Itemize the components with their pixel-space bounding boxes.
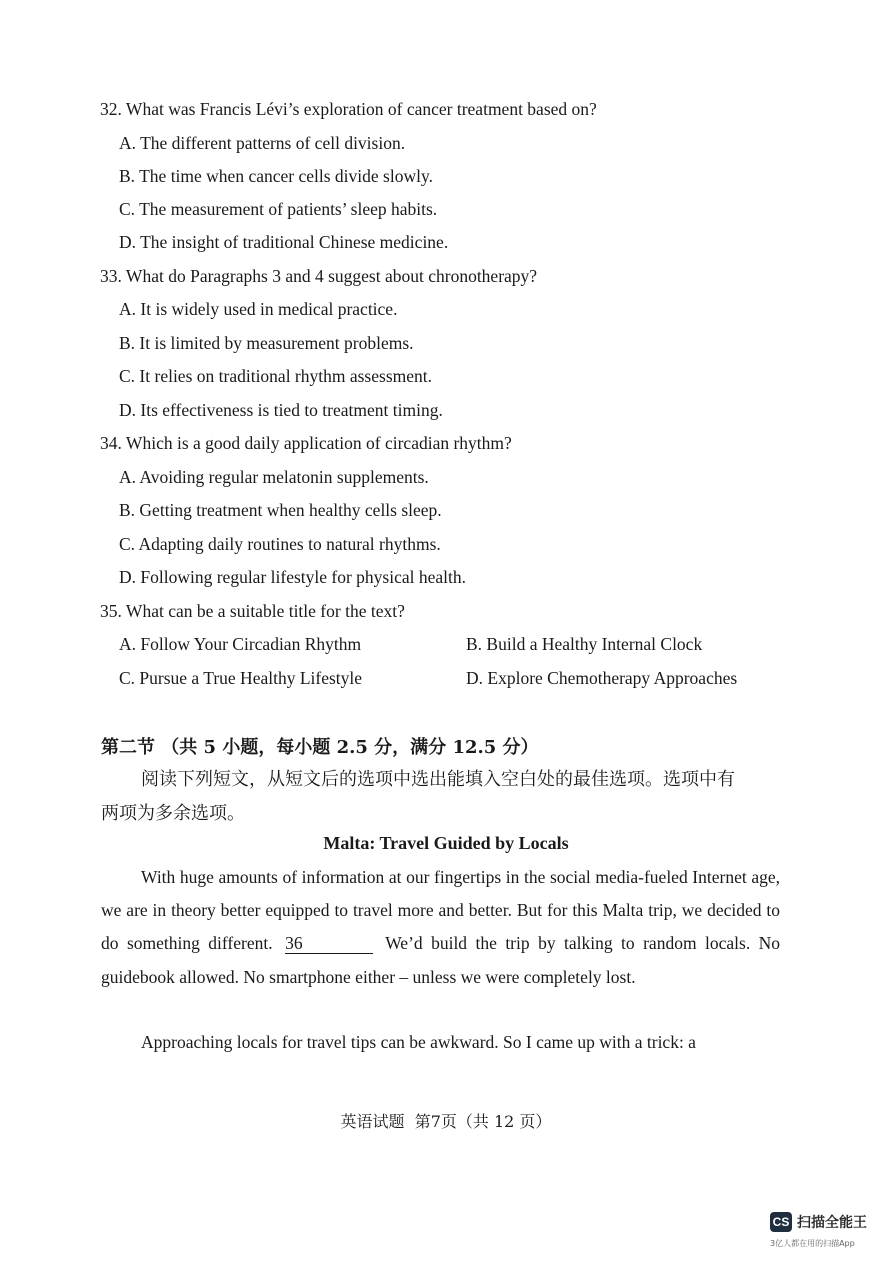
question-33-option-d: D. Its effectiveness is tied to treatment timing. (119, 400, 443, 420)
watermark-tagline: 3亿人都在用的扫描App (770, 1239, 855, 1248)
question-32-option-c: C. The measurement of patients’ sleep habits. (119, 199, 438, 219)
question-32-stem: 32. What was Francis Lévi’s exploration of cancer treatment based on? (100, 99, 597, 119)
passage-p1-before: With huge amounts of information at our fingertips in the social media-fueled Internet age, we are in theory better equipped to travel more and better. But for this Malta trip, we decided to do something different. (101, 867, 780, 954)
section-instruction-line1: 阅读下列短文，从短文后的选项中选出能填入空白处的最佳选项。选项中有 (141, 769, 735, 790)
question-33-option-b: B. It is limited by measurement problems. (119, 333, 414, 353)
camscanner-logo-icon: CS (770, 1212, 792, 1232)
question-34-option-d: D. Following regular lifestyle for physical health. (119, 567, 467, 587)
blank-36: 36 (285, 933, 373, 954)
question-32-option-d: D. The insight of traditional Chinese medicine. (119, 232, 449, 252)
question-35-option-a: A. Follow Your Circadian Rhythm (119, 634, 362, 654)
passage-paragraph-2: Approaching locals for travel tips can be awkward. So I came up with a trick: a (141, 1032, 696, 1052)
question-35-option-b: B. Build a Healthy Internal Clock (466, 634, 703, 654)
question-35-option-d: D. Explore Chemotherapy Approaches (466, 668, 738, 688)
question-35-option-c: C. Pursue a True Healthy Lifestyle (119, 668, 363, 688)
question-34-stem: 34. Which is a good daily application of circadian rhythm? (100, 433, 512, 453)
scanner-watermark (770, 1212, 867, 1232)
question-32-option-b: B. The time when cancer cells divide slowly. (119, 166, 433, 186)
question-34-option-a: A. Avoiding regular melatonin supplements. (119, 467, 429, 487)
page-footer: 英语试题 第7页（共 12 页） (340, 1112, 552, 1131)
question-33-option-a: A. It is widely used in medical practice. (119, 299, 398, 319)
question-35-stem: 35. What can be a suitable title for the text? (100, 601, 405, 621)
watermark-name: 扫描全能王 (797, 1215, 867, 1231)
question-34-option-b: B. Getting treatment when healthy cells sleep. (119, 500, 442, 520)
question-34-option-c: C. Adapting daily routines to natural rhythms. (119, 534, 441, 554)
section-instruction-line2: 两项为多余选项。 (101, 803, 245, 824)
question-33-option-c: C. It relies on traditional rhythm assessment. (119, 366, 433, 386)
question-32-option-a: A. The different patterns of cell division. (119, 133, 406, 153)
passage-title: Malta: Travel Guided by Locals (323, 833, 569, 853)
passage-paragraph-1 (101, 861, 780, 994)
passage-p1-after: We’d build the trip by talking to random locals. No guidebook allowed. No smartphone either – unless we were completely lost. (101, 933, 781, 987)
section-heading: 第二节 （共 5 小题，每小题 2.5 分，满分 12.5 分） (101, 737, 539, 758)
question-33-stem: 33. What do Paragraphs 3 and 4 suggest about chronotherapy? (100, 266, 538, 286)
